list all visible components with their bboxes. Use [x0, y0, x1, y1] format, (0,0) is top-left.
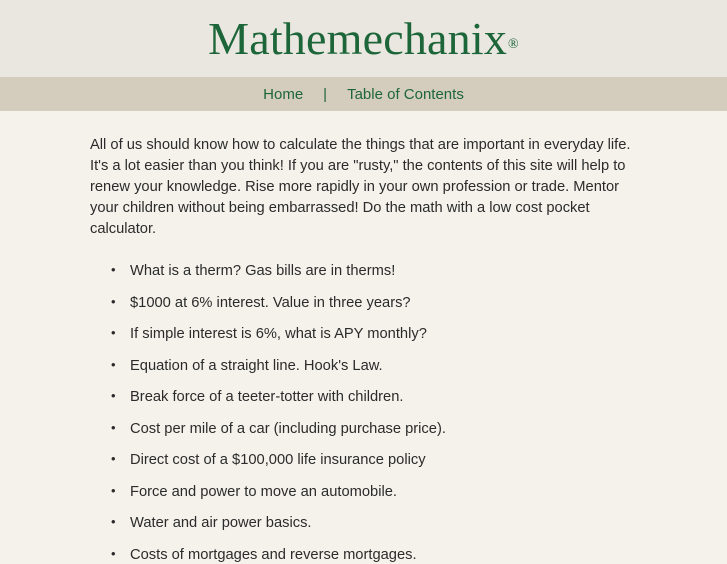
list-item[interactable]: • Force and power to move an automobile.	[130, 483, 727, 501]
main-navigation	[0, 77, 727, 111]
list-item[interactable]: • Costs of mortgages and reverse mortgages.	[130, 546, 727, 564]
list-item[interactable]: • What is a therm? Gas bills are in therms!	[130, 262, 727, 280]
site-header	[0, 0, 727, 77]
list-item[interactable]: • Cost per mile of a car (including purchase price).	[130, 420, 727, 438]
nav-separator: |	[323, 85, 328, 103]
nav-item-home[interactable]: Home	[263, 85, 304, 103]
site-title: Mathemechanix	[208, 13, 508, 64]
list-item[interactable]: • Direct cost of a $100,000 life insurance policy	[130, 451, 727, 469]
list-item[interactable]: • If simple interest is 6%, what is APY monthly?	[130, 325, 727, 343]
list-item[interactable]: • Break force of a teeter-totter with children.	[130, 388, 727, 406]
main-content	[0, 111, 727, 564]
nav-item-table-of-contents[interactable]: Table of Contents	[347, 85, 464, 103]
registered-trademark-icon: ®	[508, 37, 519, 52]
topic-list	[0, 262, 727, 564]
list-item[interactable]: • Water and air power basics.	[130, 514, 727, 532]
list-item[interactable]: • Equation of a straight line. Hook's Law.	[130, 357, 727, 375]
intro-paragraph: All of us should know how to calculate the things that are important in everyday life. It's a lot easier than you think! If you are "rusty," the contents of this site will help to renew your knowledge. Rise more rapidly in your own profession or trade. Mentor your children without being embarrassed! Do the math with a low cost pocket calculator.	[90, 137, 631, 237]
site-logo	[208, 12, 519, 65]
list-item[interactable]: • $1000 at 6% interest. Value in three years?	[130, 294, 727, 312]
